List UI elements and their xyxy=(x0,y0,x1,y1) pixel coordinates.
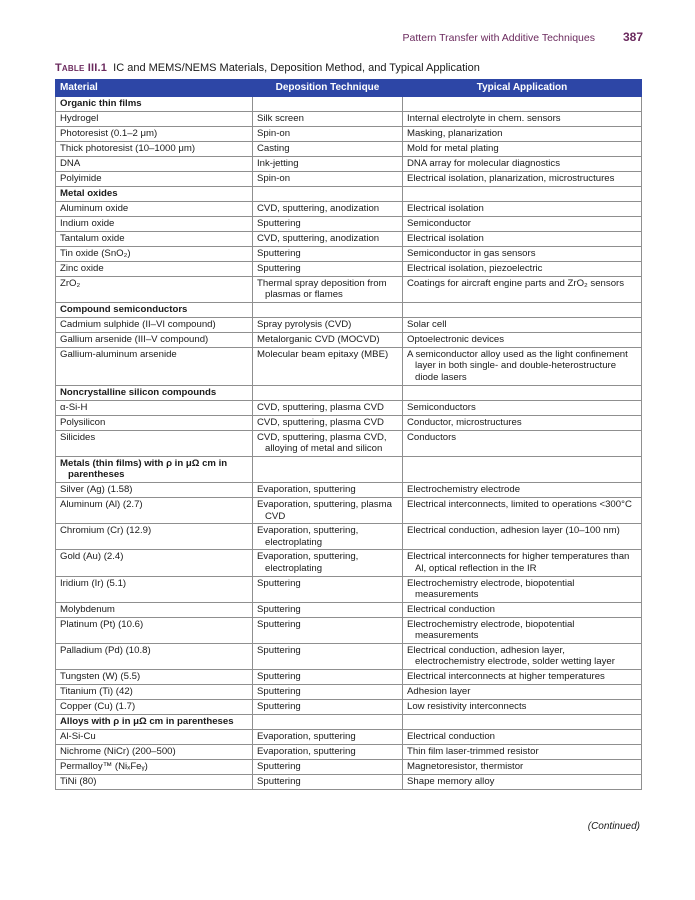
typical-application-cell: Electrical isolation xyxy=(403,201,642,216)
table-row xyxy=(56,550,642,576)
table-row xyxy=(56,775,642,790)
table-caption-text: IC and MEMS/NEMS Materials, Deposition Method, and Typical Application xyxy=(113,62,480,74)
material-cell: Tantalum oxide xyxy=(56,231,253,246)
deposition-technique-cell: CVD, sputtering, plasma CVD, alloying of metal and silicon xyxy=(253,430,403,456)
table-row xyxy=(56,332,642,347)
running-head-title: Pattern Transfer with Additive Techniques xyxy=(402,32,595,44)
material-cell: Polyimide xyxy=(56,171,253,186)
table-row xyxy=(56,246,642,261)
table-row xyxy=(56,617,642,643)
material-cell: Silicides xyxy=(56,430,253,456)
table-row xyxy=(56,760,642,775)
material-cell: Tin oxide (SnO₂) xyxy=(56,246,253,261)
table-row xyxy=(56,700,642,715)
typical-application-cell: Electrochemistry electrode xyxy=(403,482,642,497)
table-caption xyxy=(55,62,480,74)
typical-application-cell: Electrochemistry electrode, biopotential measurements xyxy=(403,617,642,643)
deposition-technique-cell: Sputtering xyxy=(253,602,403,617)
material-cell: Al-Si-Cu xyxy=(56,730,253,745)
typical-application-cell xyxy=(403,385,642,400)
typical-application-cell: Shape memory alloy xyxy=(403,775,642,790)
deposition-technique-cell xyxy=(253,96,403,111)
table-row xyxy=(56,126,642,141)
table-row xyxy=(56,685,642,700)
page-number: 387 xyxy=(622,30,643,44)
material-cell: Gallium-aluminum arsenide xyxy=(56,347,253,385)
typical-application-cell: Electrochemistry electrode, biopotential measurements xyxy=(403,576,642,602)
typical-application-cell: Electrical conduction xyxy=(403,730,642,745)
deposition-technique-cell: CVD, sputtering, anodization xyxy=(253,201,403,216)
deposition-technique-cell: Sputtering xyxy=(253,576,403,602)
deposition-technique-cell: Spin-on xyxy=(253,171,403,186)
table-row xyxy=(56,201,642,216)
material-cell: Copper (Cu) (1.7) xyxy=(56,700,253,715)
typical-application-cell: Electrical isolation, piezoelectric xyxy=(403,261,642,276)
typical-application-cell: Semiconductors xyxy=(403,400,642,415)
deposition-technique-cell xyxy=(253,456,403,482)
material-cell: Gallium arsenide (III–V compound) xyxy=(56,332,253,347)
deposition-technique-cell: Metalorganic CVD (MOCVD) xyxy=(253,332,403,347)
material-cell: Photoresist (0.1–2 μm) xyxy=(56,126,253,141)
table-row xyxy=(56,171,642,186)
deposition-technique-cell: Sputtering xyxy=(253,685,403,700)
material-cell: TiNi (80) xyxy=(56,775,253,790)
material-cell: Polysilicon xyxy=(56,415,253,430)
column-header-material: Material xyxy=(56,80,253,97)
table-row xyxy=(56,524,642,550)
table-row xyxy=(56,576,642,602)
material-cell: Permalloy™ (NiₓFeᵧ) xyxy=(56,760,253,775)
material-cell: ZrO₂ xyxy=(56,276,253,302)
deposition-technique-cell: Evaporation, sputtering, electroplating xyxy=(253,524,403,550)
deposition-technique-cell: Evaporation, sputtering xyxy=(253,482,403,497)
material-cell: Chromium (Cr) (12.9) xyxy=(56,524,253,550)
table-row xyxy=(56,745,642,760)
deposition-technique-cell: Thermal spray deposition from plasmas or flames xyxy=(253,276,403,302)
deposition-technique-cell: Evaporation, sputtering xyxy=(253,730,403,745)
table-row xyxy=(56,730,642,745)
typical-application-cell: Electrical isolation xyxy=(403,231,642,246)
material-cell: Silver (Ag) (1.58) xyxy=(56,482,253,497)
typical-application-cell: Semiconductor in gas sensors xyxy=(403,246,642,261)
deposition-technique-cell xyxy=(253,385,403,400)
materials-table xyxy=(55,79,642,790)
deposition-technique-cell: Evaporation, sputtering xyxy=(253,745,403,760)
table-row xyxy=(56,276,642,302)
deposition-technique-cell: CVD, sputtering, anodization xyxy=(253,231,403,246)
table-row xyxy=(56,317,642,332)
typical-application-cell: Low resistivity interconnects xyxy=(403,700,642,715)
category-label: Organic thin films xyxy=(56,96,253,111)
category-row xyxy=(56,385,642,400)
deposition-technique-cell: Molecular beam epitaxy (MBE) xyxy=(253,347,403,385)
table-row xyxy=(56,497,642,523)
category-label: Metal oxides xyxy=(56,186,253,201)
typical-application-cell: Electrical interconnects for higher temperatures than Al, optical reflection in the IR xyxy=(403,550,642,576)
typical-application-cell: Thin film laser-trimmed resistor xyxy=(403,745,642,760)
material-cell: Cadmium sulphide (II–VI compound) xyxy=(56,317,253,332)
material-cell: Gold (Au) (2.4) xyxy=(56,550,253,576)
material-cell: α-Si-H xyxy=(56,400,253,415)
deposition-technique-cell: Evaporation, sputtering, plasma CVD xyxy=(253,497,403,523)
column-header-deposition-technique: Deposition Technique xyxy=(253,80,403,97)
material-cell: Indium oxide xyxy=(56,216,253,231)
material-cell: Aluminum (Al) (2.7) xyxy=(56,497,253,523)
typical-application-cell: Mold for metal plating xyxy=(403,141,642,156)
deposition-technique-cell: Evaporation, sputtering, electroplating xyxy=(253,550,403,576)
typical-application-cell xyxy=(403,456,642,482)
table-row xyxy=(56,347,642,385)
table-row xyxy=(56,231,642,246)
category-label: Compound semiconductors xyxy=(56,302,253,317)
category-row xyxy=(56,715,642,730)
typical-application-cell: Adhesion layer xyxy=(403,685,642,700)
material-cell: Molybdenum xyxy=(56,602,253,617)
table-row xyxy=(56,602,642,617)
deposition-technique-cell: Casting xyxy=(253,141,403,156)
deposition-technique-cell: CVD, sputtering, plasma CVD xyxy=(253,415,403,430)
table-row xyxy=(56,261,642,276)
material-cell: Thick photoresist (10–1000 μm) xyxy=(56,141,253,156)
table-row xyxy=(56,670,642,685)
typical-application-cell: Semiconductor xyxy=(403,216,642,231)
continued-note: (Continued) xyxy=(587,821,640,832)
typical-application-cell: Coatings for aircraft engine parts and ZrO₂ sensors xyxy=(403,276,642,302)
deposition-technique-cell: Ink-jetting xyxy=(253,156,403,171)
deposition-technique-cell: Sputtering xyxy=(253,700,403,715)
material-cell: Nichrome (NiCr) (200–500) xyxy=(56,745,253,760)
typical-application-cell xyxy=(403,186,642,201)
deposition-technique-cell: CVD, sputtering, plasma CVD xyxy=(253,400,403,415)
typical-application-cell: A semiconductor alloy used as the light confinement layer in both single- and double-heterostructure diode lasers xyxy=(403,347,642,385)
material-cell: Titanium (Ti) (42) xyxy=(56,685,253,700)
typical-application-cell xyxy=(403,715,642,730)
category-row xyxy=(56,96,642,111)
table-row xyxy=(56,482,642,497)
typical-application-cell: Magnetoresistor, thermistor xyxy=(403,760,642,775)
deposition-technique-cell: Sputtering xyxy=(253,617,403,643)
typical-application-cell: DNA array for molecular diagnostics xyxy=(403,156,642,171)
material-cell: Zinc oxide xyxy=(56,261,253,276)
material-cell: Iridium (Ir) (5.1) xyxy=(56,576,253,602)
column-header-typical-application: Typical Application xyxy=(403,80,642,97)
deposition-technique-cell: Sputtering xyxy=(253,760,403,775)
category-label: Noncrystalline silicon compounds xyxy=(56,385,253,400)
category-label: Metals (thin films) with ρ in μΩ cm in parentheses xyxy=(56,456,253,482)
table-row xyxy=(56,430,642,456)
deposition-technique-cell: Sputtering xyxy=(253,670,403,685)
category-row xyxy=(56,186,642,201)
deposition-technique-cell: Sputtering xyxy=(253,261,403,276)
typical-application-cell: Conductors xyxy=(403,430,642,456)
typical-application-cell: Electrical isolation, planarization, microstructures xyxy=(403,171,642,186)
typical-application-cell xyxy=(403,96,642,111)
table-row xyxy=(56,415,642,430)
deposition-technique-cell: Sputtering xyxy=(253,216,403,231)
deposition-technique-cell xyxy=(253,302,403,317)
typical-application-cell: Electrical conduction, adhesion layer (10–100 nm) xyxy=(403,524,642,550)
typical-application-cell: Electrical conduction, adhesion layer, electrochemistry electrode, solder wetting layer xyxy=(403,643,642,669)
material-cell: DNA xyxy=(56,156,253,171)
deposition-technique-cell: Silk screen xyxy=(253,111,403,126)
category-row xyxy=(56,302,642,317)
typical-application-cell: Conductor, microstructures xyxy=(403,415,642,430)
table-label: Table III.1 xyxy=(55,62,108,74)
table-row xyxy=(56,111,642,126)
typical-application-cell: Solar cell xyxy=(403,317,642,332)
typical-application-cell: Internal electrolyte in chem. sensors xyxy=(403,111,642,126)
material-cell: Aluminum oxide xyxy=(56,201,253,216)
typical-application-cell: Electrical conduction xyxy=(403,602,642,617)
typical-application-cell: Optoelectronic devices xyxy=(403,332,642,347)
running-head xyxy=(403,30,643,44)
table-row xyxy=(56,156,642,171)
material-cell: Platinum (Pt) (10.6) xyxy=(56,617,253,643)
typical-application-cell: Electrical interconnects at higher temperatures xyxy=(403,670,642,685)
deposition-technique-cell: Sputtering xyxy=(253,246,403,261)
deposition-technique-cell: Sputtering xyxy=(253,775,403,790)
table-body xyxy=(56,96,642,789)
typical-application-cell xyxy=(403,302,642,317)
table-row xyxy=(56,216,642,231)
material-cell: Palladium (Pd) (10.8) xyxy=(56,643,253,669)
table-row xyxy=(56,141,642,156)
deposition-technique-cell: Sputtering xyxy=(253,643,403,669)
typical-application-cell: Electrical interconnects, limited to operations <300°C xyxy=(403,497,642,523)
deposition-technique-cell xyxy=(253,715,403,730)
deposition-technique-cell: Spray pyrolysis (CVD) xyxy=(253,317,403,332)
material-cell: Hydrogel xyxy=(56,111,253,126)
table-header-row xyxy=(56,80,642,97)
deposition-technique-cell: Spin-on xyxy=(253,126,403,141)
typical-application-cell: Masking, planarization xyxy=(403,126,642,141)
material-cell: Tungsten (W) (5.5) xyxy=(56,670,253,685)
category-row xyxy=(56,456,642,482)
table-row xyxy=(56,400,642,415)
category-label: Alloys with ρ in μΩ cm in parentheses xyxy=(56,715,253,730)
deposition-technique-cell xyxy=(253,186,403,201)
table-row xyxy=(56,643,642,669)
